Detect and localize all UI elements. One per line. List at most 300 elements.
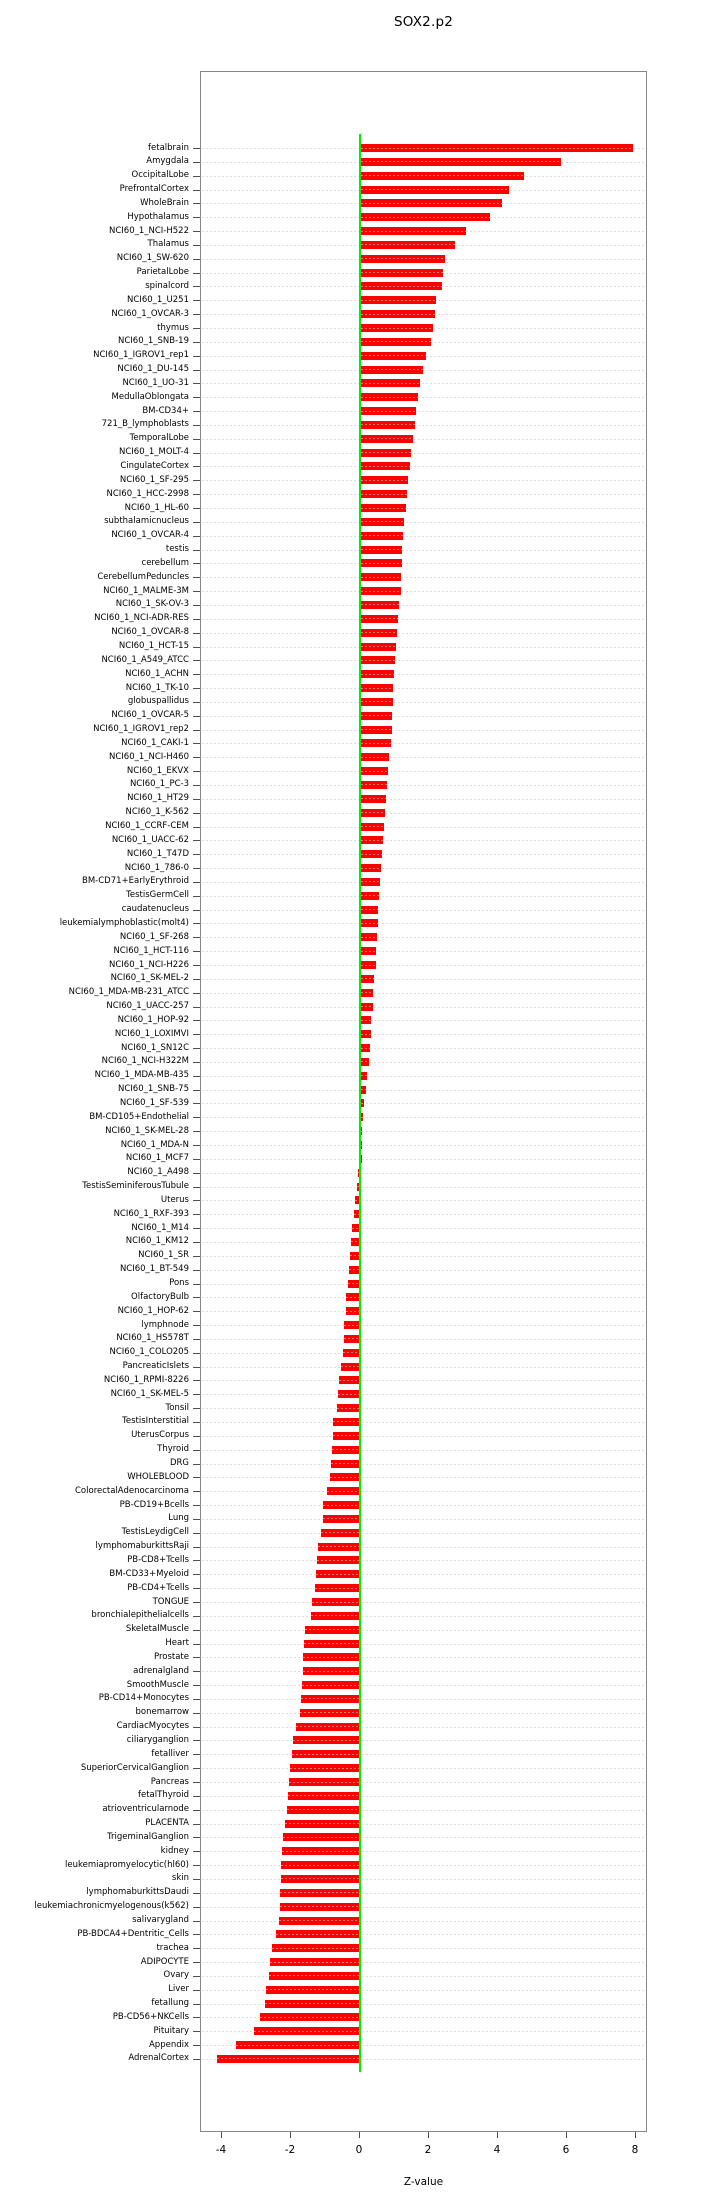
bar: [361, 310, 435, 318]
bar: [236, 2041, 359, 2049]
bar: [330, 1473, 359, 1481]
y-tick: [193, 217, 200, 218]
bar-dash-pattern: [331, 1463, 359, 1464]
category-label: fetalThyroid: [138, 1790, 189, 1801]
bar-dash-pattern: [333, 1421, 359, 1422]
y-tick: [193, 633, 200, 634]
y-tick: [193, 1007, 200, 1008]
y-tick: [193, 1893, 200, 1894]
y-tick: [193, 1616, 200, 1617]
gridline: [202, 785, 645, 786]
gridline: [202, 370, 645, 371]
bar-dash-pattern: [316, 1574, 359, 1575]
x-tick-label: 0: [355, 2144, 363, 2156]
y-tick: [193, 1934, 200, 1935]
y-tick: [193, 1976, 200, 1977]
bar: [305, 1626, 359, 1634]
bar: [361, 1072, 367, 1080]
category-label: leukemialymphoblastic(molt4): [59, 917, 189, 928]
gridline: [202, 1062, 645, 1063]
bar: [361, 407, 416, 415]
bar-dash-pattern: [265, 2003, 359, 2004]
y-tick: [193, 605, 200, 606]
y-tick: [193, 619, 200, 620]
bar-dash-pattern: [361, 840, 383, 841]
chart-title: SOX2.p2: [393, 14, 454, 30]
y-tick: [193, 937, 200, 938]
bar: [361, 712, 393, 720]
bar: [361, 296, 437, 304]
gridline: [202, 1671, 645, 1672]
bar: [288, 1792, 359, 1800]
gridline: [202, 605, 645, 606]
gridline: [202, 840, 645, 841]
bar-dash-pattern: [269, 1975, 359, 1976]
category-label: NCI60_1_HL-60: [124, 502, 189, 513]
category-label: salivarygland: [132, 1915, 189, 1926]
gridline: [202, 1685, 645, 1686]
y-tick: [193, 425, 200, 426]
bar: [361, 559, 402, 567]
gridline: [202, 1242, 645, 1243]
x-tick: [497, 2132, 498, 2138]
y-tick: [193, 1547, 200, 1548]
y-tick: [193, 827, 200, 828]
gridline: [202, 1699, 645, 1700]
bar-dash-pattern: [361, 355, 427, 356]
category-label: TestisLeydigCell: [121, 1527, 189, 1538]
y-tick: [193, 1145, 200, 1146]
category-label: DRG: [169, 1458, 189, 1469]
bar-dash-pattern: [290, 1768, 359, 1769]
y-tick: [193, 1256, 200, 1257]
bar-dash-pattern: [361, 424, 415, 425]
category-label: NCI60_1_COLO205: [109, 1347, 189, 1358]
gridline: [202, 425, 645, 426]
y-tick: [193, 1865, 200, 1866]
bar: [254, 2027, 359, 2035]
bar: [279, 1917, 359, 1925]
bar-dash-pattern: [338, 1394, 359, 1395]
category-label: Ovary: [163, 1970, 189, 1981]
gridline: [202, 1810, 645, 1811]
gridline: [202, 1408, 645, 1409]
bar: [361, 241, 456, 249]
gridline: [202, 896, 645, 897]
bar: [361, 643, 397, 651]
bar: [361, 961, 377, 969]
bar: [344, 1335, 359, 1343]
bar-dash-pattern: [361, 438, 413, 439]
gridline: [202, 397, 645, 398]
bar-dash-pattern: [346, 1297, 359, 1298]
category-label: TrigeminalGanglion: [107, 1831, 189, 1842]
gridline: [202, 1602, 645, 1603]
bar: [361, 227, 466, 235]
category-label: NCI60_1_NCI-ADR-RES: [94, 613, 189, 624]
category-label: bronchialepithelialcells: [91, 1610, 189, 1621]
y-tick: [193, 993, 200, 994]
category-label: NCI60_1_SF-539: [119, 1097, 189, 1108]
bar-dash-pattern: [304, 1643, 359, 1644]
bar: [265, 2000, 359, 2008]
y-tick: [193, 702, 200, 703]
gridline: [202, 1436, 645, 1437]
bar: [348, 1280, 359, 1288]
bar-dash-pattern: [361, 923, 379, 924]
y-tick: [193, 1187, 200, 1188]
category-label: Pituitary: [153, 2025, 189, 2036]
category-label: CingulateCortex: [120, 460, 189, 471]
y-tick: [193, 342, 200, 343]
bar: [361, 269, 444, 277]
bar-dash-pattern: [292, 1754, 359, 1755]
x-tick: [635, 2132, 636, 2138]
gridline: [202, 1505, 645, 1506]
bar-dash-pattern: [344, 1325, 359, 1326]
y-tick: [193, 286, 200, 287]
gridline: [202, 743, 645, 744]
bar-dash-pattern: [361, 549, 403, 550]
bar-dash-pattern: [361, 646, 397, 647]
category-label: NCI60_1_SNB-75: [118, 1084, 189, 1095]
category-label: NCI60_1_786-0: [124, 862, 189, 873]
category-label: adrenalgland: [133, 1665, 189, 1676]
category-label: globuspallidus: [127, 696, 189, 707]
gridline: [202, 439, 645, 440]
bar: [361, 504, 407, 512]
bar-dash-pattern: [344, 1338, 359, 1339]
category-label: bonemarrow: [135, 1707, 189, 1718]
x-tick: [566, 2132, 567, 2138]
bar-dash-pattern: [285, 1823, 359, 1824]
bar: [343, 1349, 359, 1357]
bar-dash-pattern: [361, 411, 416, 412]
category-label: fetalbrain: [148, 142, 189, 153]
bar: [293, 1736, 359, 1744]
category-label: atrioventricularnode: [102, 1804, 189, 1815]
bar: [361, 158, 561, 166]
bar: [361, 919, 379, 927]
x-tick-label: -2: [284, 2144, 296, 2156]
category-label: lymphomaburkittsRaji: [95, 1541, 189, 1552]
gridline: [202, 522, 645, 523]
x-tick: [221, 2132, 222, 2138]
gridline: [202, 882, 645, 883]
bar-dash-pattern: [303, 1657, 359, 1658]
category-label: NCI60_1_A549_ATCC: [101, 654, 189, 665]
bar: [337, 1404, 359, 1412]
bar-dash-pattern: [280, 1892, 359, 1893]
gridline: [202, 550, 645, 551]
bar: [361, 199, 502, 207]
category-label: PB-CD56+NKCells: [112, 2011, 189, 2022]
y-tick: [193, 1699, 200, 1700]
bar-dash-pattern: [279, 1920, 359, 1921]
category-label: SuperiorCervicalGanglion: [80, 1762, 189, 1773]
y-tick: [193, 1477, 200, 1478]
gridline: [202, 771, 645, 772]
bar-dash-pattern: [361, 1075, 367, 1076]
bar: [346, 1293, 359, 1301]
bar-dash-pattern: [361, 494, 408, 495]
category-label: Pancreas: [150, 1776, 189, 1787]
bar: [296, 1723, 359, 1731]
bar-dash-pattern: [276, 1934, 359, 1935]
gridline: [202, 1616, 645, 1617]
category-label: NCI60_1_T47D: [126, 848, 189, 859]
y-tick: [193, 1727, 200, 1728]
bar-dash-pattern: [349, 1269, 359, 1270]
bar: [361, 255, 446, 263]
category-label: Hypothalamus: [127, 211, 189, 222]
bar: [361, 698, 393, 706]
bar: [318, 1543, 359, 1551]
category-label: NCI60_1_SK-OV-3: [115, 599, 189, 610]
category-label: PLACENTA: [145, 1818, 189, 1829]
bar: [280, 1903, 359, 1911]
bar: [361, 587, 401, 595]
bar: [312, 1598, 359, 1606]
bar-dash-pattern: [301, 1698, 359, 1699]
y-tick: [193, 1810, 200, 1811]
bar: [361, 421, 415, 429]
bar: [304, 1640, 359, 1648]
bar-dash-pattern: [361, 286, 442, 287]
y-tick: [193, 259, 200, 260]
gridline: [202, 813, 645, 814]
category-label: WholeBrain: [140, 197, 189, 208]
bar: [266, 1986, 359, 1994]
gridline: [202, 1727, 645, 1728]
gridline: [202, 1893, 645, 1894]
y-tick: [193, 1464, 200, 1465]
y-tick: [193, 1630, 200, 1631]
bar-dash-pattern: [266, 1989, 359, 1990]
bar-dash-pattern: [361, 965, 377, 966]
bar-dash-pattern: [361, 604, 399, 605]
category-label: subthalamicnucleus: [104, 516, 189, 527]
bar: [346, 1307, 359, 1315]
category-label: NCI60_1_SF-295: [119, 474, 189, 485]
category-label: NCI60_1_KM12: [125, 1236, 189, 1247]
bar-dash-pattern: [361, 328, 433, 329]
bar-dash-pattern: [318, 1546, 359, 1547]
y-tick: [193, 314, 200, 315]
bar-dash-pattern: [305, 1629, 359, 1630]
y-tick: [193, 1436, 200, 1437]
x-tick-label: 2: [424, 2144, 432, 2156]
bar: [301, 1695, 359, 1703]
category-label: NCI60_1_HOP-62: [117, 1305, 189, 1316]
category-label: NCI60_1_NCI-H322M: [101, 1056, 189, 1067]
bar-dash-pattern: [315, 1588, 359, 1589]
y-tick: [193, 383, 200, 384]
category-label: NCI60_1_MCF7: [125, 1153, 189, 1164]
category-label: PB-CD14+Monocytes: [98, 1693, 189, 1704]
gridline: [202, 951, 645, 952]
y-tick: [193, 2045, 200, 2046]
category-label: Tonsil: [165, 1402, 189, 1413]
bar: [361, 476, 409, 484]
bar-dash-pattern: [361, 314, 435, 315]
y-tick: [193, 1754, 200, 1755]
bar-dash-pattern: [361, 1061, 370, 1062]
gridline: [202, 577, 645, 578]
gridline: [202, 1879, 645, 1880]
y-tick: [193, 1214, 200, 1215]
y-tick: [193, 785, 200, 786]
bar-dash-pattern: [281, 1878, 359, 1879]
y-tick: [193, 688, 200, 689]
y-tick: [193, 1602, 200, 1603]
category-label: BM-CD71+EarlyErythroid: [82, 876, 189, 887]
category-label: Liver: [168, 1984, 189, 1995]
gridline: [202, 1076, 645, 1077]
gridline: [202, 619, 645, 620]
bar-dash-pattern: [311, 1615, 359, 1616]
y-tick: [193, 1408, 200, 1409]
bar: [270, 1958, 359, 1966]
category-label: NCI60_1_IGROV1_rep1: [93, 350, 189, 361]
y-tick: [193, 1076, 200, 1077]
bar: [361, 324, 433, 332]
y-tick: [193, 979, 200, 980]
bar-dash-pattern: [361, 369, 423, 370]
bar-dash-pattern: [361, 992, 374, 993]
category-label: OccipitalLobe: [131, 170, 189, 181]
y-tick: [193, 1768, 200, 1769]
bar-dash-pattern: [361, 148, 634, 149]
bar: [303, 1653, 359, 1661]
bar: [361, 573, 402, 581]
category-label: NCI60_1_MDA-MB-231_ATCC: [68, 987, 189, 998]
x-tick-label: -4: [215, 2144, 227, 2156]
y-tick: [193, 1671, 200, 1672]
bar-dash-pattern: [346, 1311, 359, 1312]
bar: [269, 1972, 359, 1980]
y-tick: [193, 453, 200, 454]
gridline: [202, 923, 645, 924]
bar: [321, 1529, 359, 1537]
bar-dash-pattern: [341, 1366, 359, 1367]
bar: [361, 864, 381, 872]
gridline: [202, 1367, 645, 1368]
gridline: [202, 1588, 645, 1589]
category-label: NCI60_1_OVCAR-5: [111, 710, 189, 721]
category-label: NCI60_1_UO-31: [122, 377, 189, 388]
y-tick: [193, 190, 200, 191]
category-label: cerebellum: [141, 557, 189, 568]
category-label: TONGUE: [152, 1596, 189, 1607]
bar-dash-pattern: [361, 258, 446, 259]
bar-dash-pattern: [361, 729, 392, 730]
y-tick: [193, 951, 200, 952]
category-label: PB-BDCA4+Dentritic_Cells: [77, 1928, 189, 1939]
bar-dash-pattern: [361, 244, 456, 245]
bar-dash-pattern: [361, 951, 377, 952]
gridline: [202, 1713, 645, 1714]
bar-dash-pattern: [312, 1602, 359, 1603]
y-tick: [193, 1491, 200, 1492]
bar-dash-pattern: [343, 1352, 359, 1353]
bar: [344, 1321, 359, 1329]
category-label: Uterus: [160, 1194, 189, 1205]
gridline: [202, 1270, 645, 1271]
bar: [351, 1238, 359, 1246]
gridline: [202, 383, 645, 384]
gridline: [202, 1214, 645, 1215]
bar: [361, 546, 403, 554]
category-label: NCI60_1_OVCAR-3: [111, 308, 189, 319]
bar-dash-pattern: [287, 1809, 359, 1810]
bar: [361, 518, 404, 526]
bar-dash-pattern: [350, 1255, 359, 1256]
y-tick: [193, 1879, 200, 1880]
category-label: NCI60_1_SK-MEL-2: [110, 973, 189, 984]
bar-dash-pattern: [217, 2058, 359, 2059]
y-tick: [193, 1644, 200, 1645]
bar: [361, 823, 384, 831]
bar: [290, 1764, 359, 1772]
x-axis-title: Z-value: [403, 2176, 444, 2188]
category-label: NCI60_1_NCI-H226: [108, 959, 189, 970]
y-tick: [193, 1505, 200, 1506]
bar: [349, 1266, 359, 1274]
gridline: [202, 1422, 645, 1423]
gridline: [202, 1796, 645, 1797]
y-tick: [193, 1519, 200, 1520]
bar: [332, 1446, 359, 1454]
y-tick: [193, 1297, 200, 1298]
category-label: Amygdala: [146, 156, 189, 167]
category-label: Heart: [165, 1638, 189, 1649]
bar-dash-pattern: [361, 175, 525, 176]
category-label: kidney: [160, 1845, 189, 1856]
category-label: NCI60_1_ACHN: [125, 668, 189, 679]
bar: [361, 809, 385, 817]
bar: [289, 1778, 359, 1786]
y-tick: [193, 1228, 200, 1229]
bar: [339, 1376, 359, 1384]
bar: [361, 352, 427, 360]
category-label: ParietalLobe: [136, 267, 189, 278]
category-label: SkeletalMuscle: [125, 1624, 189, 1635]
bar: [333, 1418, 359, 1426]
y-tick: [193, 923, 200, 924]
y-tick: [193, 1588, 200, 1589]
gridline: [202, 1380, 645, 1381]
gridline: [202, 730, 645, 731]
bar: [361, 989, 374, 997]
y-tick: [193, 508, 200, 509]
y-tick: [193, 536, 200, 537]
y-tick: [193, 1713, 200, 1714]
gridline: [202, 1851, 645, 1852]
bar: [361, 393, 419, 401]
x-tick: [428, 2132, 429, 2138]
y-tick: [193, 1990, 200, 1991]
gridline: [202, 466, 645, 467]
bar: [272, 1944, 359, 1952]
category-label: NCI60_1_MOLT-4: [118, 447, 189, 458]
y-tick: [193, 1048, 200, 1049]
bar: [287, 1806, 359, 1814]
category-label: TemporalLobe: [129, 433, 189, 444]
bar-dash-pattern: [361, 535, 403, 536]
bar-dash-pattern: [361, 784, 387, 785]
gridline: [202, 536, 645, 537]
